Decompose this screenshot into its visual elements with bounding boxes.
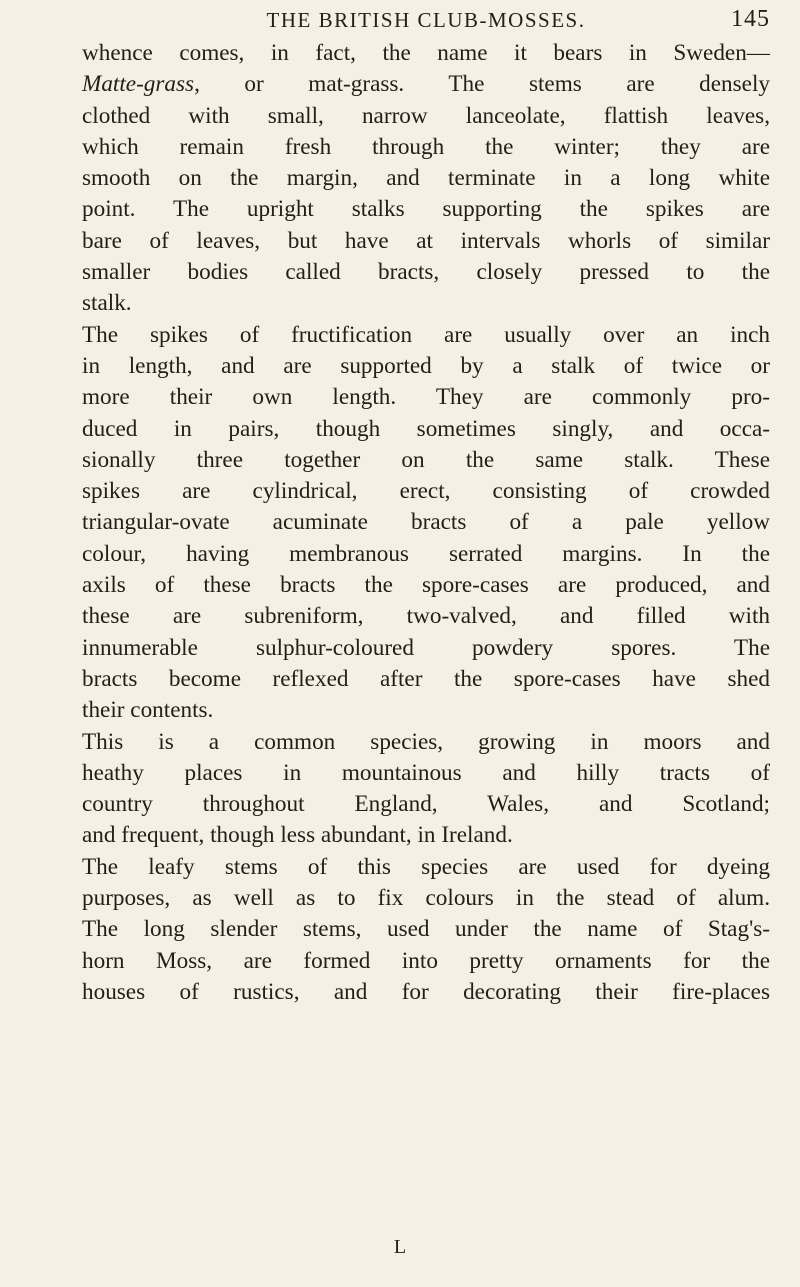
page-number: 145 <box>731 6 770 32</box>
body-text <box>82 38 770 1008</box>
signature-mark: L <box>393 1236 407 1258</box>
text-line <box>82 69 770 100</box>
text-line: country throughout England, Wales, and Scotland; <box>82 791 770 818</box>
text-line: whence comes, in fact, the name it bears in Sweden— <box>82 40 770 66</box>
text-line: The leafy stems of this species are used for dyeing <box>82 853 770 880</box>
text-line: spikes are cylindrical, erect, consisting of crowded <box>82 478 770 505</box>
text-line: houses of rustics, and for decorating their fire-places <box>82 978 770 1005</box>
text-line: This is a common species, growing in moors and <box>82 728 770 755</box>
text-line: purposes, as well as to fix colours in the stead of alum. <box>82 885 770 912</box>
running-title: THE BRITISH CLUB-MOSSES. <box>266 8 586 32</box>
text-line: and frequent, though less abundant, in Ireland. <box>82 822 513 849</box>
text-line: sionally three together on the same stalk. These <box>82 446 770 473</box>
text-line: clothed with small, narrow lanceolate, flattish leaves, <box>82 102 770 129</box>
text-line: colour, having membranous serrated margins. In the <box>82 540 770 567</box>
text-line: more their own length. They are commonly pro- <box>82 384 770 411</box>
text-line: axils of these bracts the spore-cases are produced, and <box>82 572 770 599</box>
text-line: stalk. <box>82 290 132 317</box>
text-fragment: , or mat-grass. The stems are densely <box>194 71 770 98</box>
text-line: heathy places in mountainous and hilly tracts of <box>82 759 770 786</box>
running-head <box>82 8 770 42</box>
text-line: The spikes of fructification are usually over an inch <box>82 321 770 348</box>
italic-term: Matte-grass <box>82 71 195 98</box>
text-line: innumerable sulphur-coloured powdery spores. The <box>82 634 770 661</box>
text-line: which remain fresh through the winter; they are <box>82 133 770 160</box>
text-line: their contents. <box>82 697 214 724</box>
text-line: in length, and are supported by a stalk of twice or <box>82 352 770 379</box>
text-line: smaller bodies called bracts, closely pressed to the <box>82 259 770 286</box>
text-line: point. The upright stalks supporting the spikes are <box>82 196 770 223</box>
text-line: bare of leaves, but have at intervals whorls of similar <box>82 227 770 254</box>
text-line: smooth on the margin, and terminate in a long white <box>82 165 770 192</box>
text-line: The long slender stems, used under the name of Stag's- <box>82 916 770 943</box>
text-line: these are subreniform, two-valved, and filled with <box>82 603 770 630</box>
text-line: triangular-ovate acuminate bracts of a pale yellow <box>82 509 770 536</box>
text-line: horn Moss, are formed into pretty ornaments for the <box>82 947 770 974</box>
text-line: duced in pairs, though sometimes singly, and occa- <box>82 415 770 442</box>
text-line: bracts become reflexed after the spore-cases have shed <box>82 665 770 692</box>
